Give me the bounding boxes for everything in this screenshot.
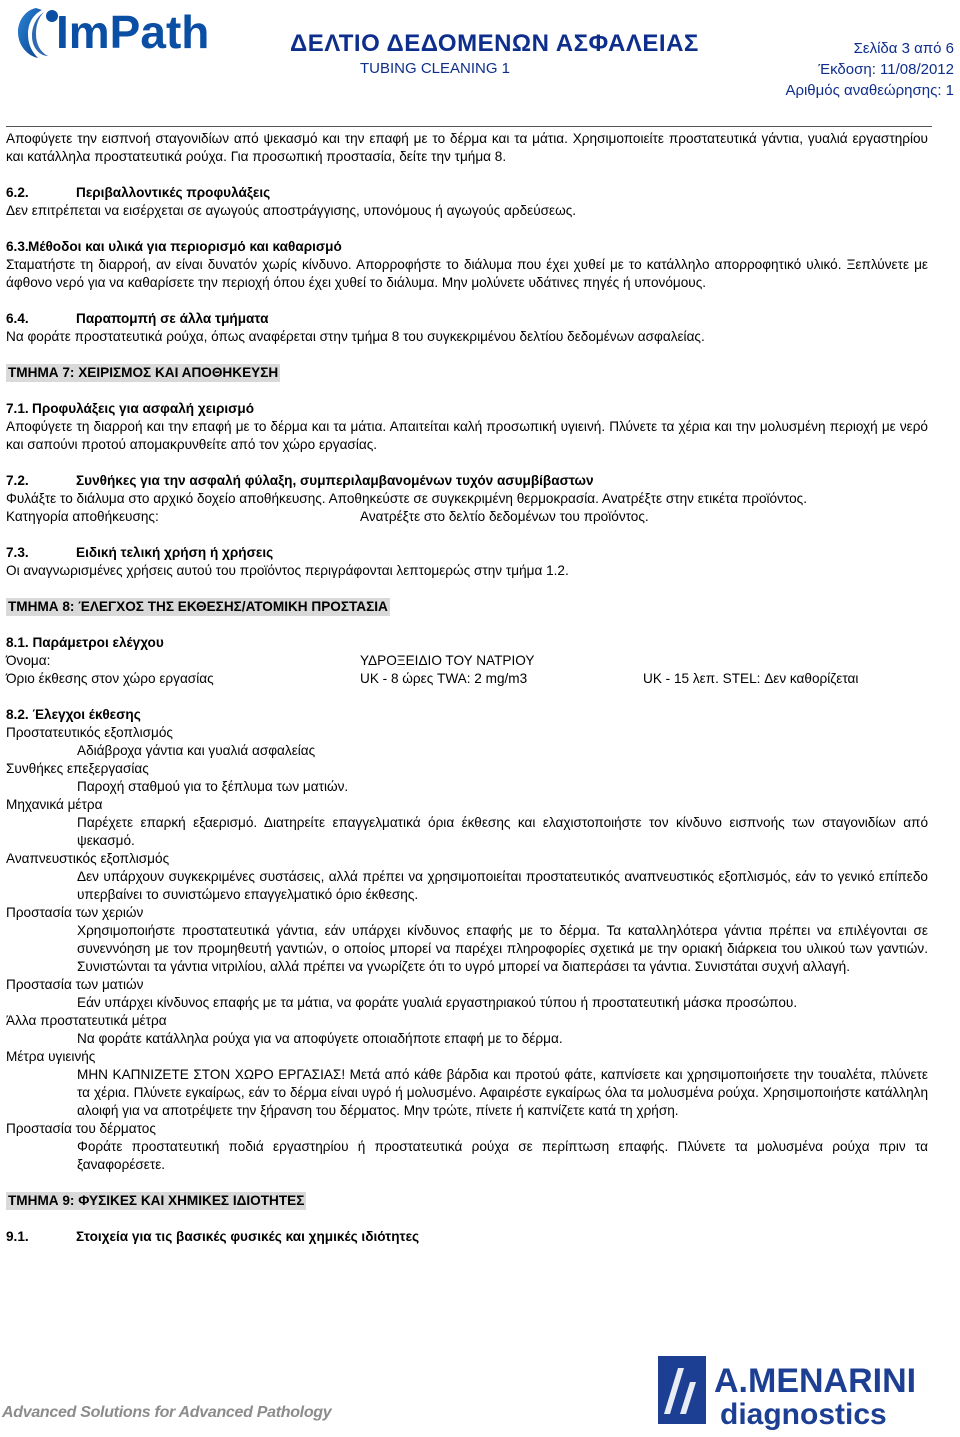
menarini-brand-division: diagnostics (720, 1398, 887, 1431)
revision-number: Αριθμός αναθεώρησης: 1 (785, 82, 954, 99)
paragraph-7-3: Οι αναγνωρισμένες χρήσεις αυτού του προϊόντος περιγράφονται λεπτομερώς στην τμήμα 1.2. (6, 563, 569, 578)
skin-protection-text: Φοράτε προστατευτική ποδιά εργαστηρίου ή προστατευτικά ρούχα σε περίπτωση επαφής. Πλύνετε τα μολυσμένα ρούχα πριν τα ξαναφορέσετε. (77, 1139, 928, 1172)
respiratory-label: Αναπνευστικός εξοπλισμός (6, 851, 170, 866)
storage-class-label: Κατηγορία αποθήκευσης: (6, 509, 159, 524)
paragraph-7-1: Αποφύγετε τη διαρροή και την επαφή με το δέρμα και τα μάτια. Απαιτείται καλή προσωπική υγιεινή. Πλύνετε τα χέρια και την μολυσμένη περιοχή με νερό και σαπούνι προτού απομακρυνθείτε από τον χώρο εργασίας. (6, 419, 928, 452)
document-body (6, 130, 928, 1246)
substance-name-label: Όνομα: (6, 653, 51, 668)
subsection-heading-9-1: 9.1. Στοιχεία για τις βασικές φυσικές και χημικές ιδιότητες (6, 1229, 420, 1244)
section-heading-7: ΤΜΗΜΑ 7: ΧΕΙΡΙΣΜΟΣ ΚΑΙ ΑΠΟΘΗΚΕΥΣΗ (8, 365, 279, 380)
paragraph-6-3: Σταματήστε τη διαρροή, αν είναι δυνατόν χωρίς κίνδυνο. Απορροφήστε το διάλυμα που έχει χυθεί με το κατάλληλο απορροφητικό υλικό. Ξεπλύνετε με άφθονο νερό για να καθαρίσετε την περιοχή όπου έχει χυθεί το διάλυμα. Μην μολύνετε υδάτινες πηγές ή υπονόμους. (6, 257, 928, 290)
header-divider (6, 126, 932, 127)
subsection-heading-8-2: 8.2. Έλεγχοι έκθεσης (6, 707, 141, 722)
eye-protection-label: Προστασία των ματιών (6, 977, 144, 992)
menarini-logo (658, 1352, 938, 1432)
storage-class-value: Ανατρέξτε στο δελτίο δεδομένων του προϊόντος. (360, 509, 649, 524)
section-heading-9: ΤΜΗΜΑ 9: ΦΥΣΙΚΕΣ ΚΑΙ ΧΗΜΙΚΕΣ ΙΔΙΟΤΗΤΕΣ (8, 1193, 305, 1208)
eye-protection-text: Εάν υπάρχει κίνδυνος επαφής με τα μάτια, να φοράτε γυαλιά εργαστηριακού τύπου ή προστατευτική μάσκα προσώπου. (77, 995, 798, 1010)
subsection-heading-7-2: 7.2. Συνθήκες για την ασφαλή φύλαξη, συμπεριλαμβανομένων τυχόν ασυμβίβαστων (6, 473, 594, 488)
storage-class-row (6, 508, 928, 526)
paragraph-6-4: Να φοράτε προστατευτικά ρούχα, όπως αναφέρεται στην τμήμα 8 του συγκεκριμένου δελτίου δεδομένων ασφαλείας. (6, 329, 705, 344)
exposure-limit-twa: UK - 8 ώρες TWA: 2 mg/m3 (360, 671, 528, 686)
footer-tagline: Advanced Solutions for Advanced Pathology (2, 1404, 332, 1421)
subsection-heading-6-3: 6.3.Μέθοδοι και υλικά για περιορισμό και καθαρισμό (6, 239, 342, 254)
other-protection-text: Να φοράτε κατάλληλα ρούχα για να αποφύγετε οποιαδήποτε επαφή με το δέρμα. (77, 1031, 563, 1046)
hygiene-text: ΜΗΝ ΚΑΠΝΙΖΕΤΕ ΣΤΟΝ ΧΩΡΟ ΕΡΓΑΣΙΑΣ! Μετά από κάθε βάρδια και προτού φάτε, καπνίσετε και χρησιμοποιήσετε την τουαλέτα, πλύνετε τα χέρια. Πλύνετε εγκαίρως, εάν το δέρμα είναι υγρό ή μολυσμένο. Αφαιρέστε εγκαίρως όλα τα μολυσμένα ρούχα. Χρησιμοποιήστε κατάλληλη αλοιφή για να αποτρέψετε την ξήρανση του δέρματος. Μην τρώτε, πίνετε ή καπνίζετε κατά τη χρήση. (77, 1067, 928, 1118)
ppe-text: Αδιάβροχα γάντια και γυαλιά ασφαλείας (77, 743, 316, 758)
exposure-limit-stel: UK - 15 λεπ. STEL: Δεν καθορίζεται (643, 671, 859, 686)
subsection-heading-6-2: 6.2. Περιβαλλοντικές προφυλάξεις (6, 185, 271, 200)
substance-name-row (6, 652, 928, 670)
product-name: TUBING CLEANING 1 (360, 60, 511, 77)
exposure-limit-label: Όριο έκθεσης στον χώρο εργασίας (6, 671, 214, 686)
ppe-label: Προστατευτικός εξοπλισμός (6, 725, 173, 740)
paragraph-6-2: Δεν επιτρέπεται να εισέρχεται σε αγωγούς αποστράγγισης, υπονόμους ή αγωγούς αρδεύσεως. (6, 203, 577, 218)
paragraph-7-2: Φυλάξτε το διάλυμα στο αρχικό δοχείο αποθήκευσης. Αποθηκεύστε σε συγκεκριμένη θερμοκρασία. Ανατρέξτε στην ετικέτα προϊόντος. (6, 491, 807, 506)
process-conditions-label: Συνθήκες επεξεργασίας (6, 761, 149, 776)
substance-name-value: ΥΔΡΟΞΕΙΔΙΟ ΤΟΥ ΝΑΤΡΙΟΥ (360, 653, 535, 668)
impath-logo (8, 2, 270, 62)
menarini-brand-name: A.MENARINI (714, 1362, 917, 1400)
other-protection-label: Άλλα προστατευτικά μέτρα (6, 1013, 167, 1028)
issue-date: Έκδοση: 11/08/2012 (818, 61, 954, 78)
respiratory-text: Δεν υπάρχουν συγκεκριμένες συστάσεις, αλλά πρέπει να χρησιμοποιείται προστατευτικός αναπνευστικός εξοπλισμός, εάν το γενικό επίπεδο υπερβαίνει το συνιστώμενο επαγγελματικό όριο έκθεσης. (77, 869, 928, 902)
page-number: Σελίδα 3 από 6 (853, 40, 954, 57)
section-heading-8: ΤΜΗΜΑ 8: ΈΛΕΓΧΟΣ ΤΗΣ ΕΚΘΕΣΗΣ/ΑΤΟΜΙΚΗ ΠΡΟΣΤΑΣΙΑ (8, 599, 388, 614)
subsection-heading-8-1: 8.1. Παράμετροι ελέγχου (6, 635, 164, 650)
subsection-heading-6-4: 6.4. Παραπομπή σε άλλα τμήματα (6, 311, 269, 326)
svg-text:ImPath: ImPath (56, 6, 210, 58)
header-meta (785, 38, 954, 101)
engineering-measures-label: Μηχανικά μέτρα (6, 797, 103, 812)
intro-paragraph: Αποφύγετε την εισπνοή σταγονιδίων από ψεκασμό και την επαφή με το δέρμα και τα μάτια. Χρησιμοποιείτε προστατευτικά γάντια, γυαλιά εργαστηρίου και κατάλληλα προστατευτικά ρούχα. Για προσωπική προστασία, δείτε την τμήμα 8. (6, 131, 928, 164)
skin-protection-label: Προστασία του δέρματος (6, 1121, 156, 1136)
hand-protection-label: Προστασία των χεριών (6, 905, 144, 920)
hygiene-label: Μέτρα υγιεινής (6, 1049, 96, 1064)
hand-protection-text: Χρησιμοποιήστε προστατευτικά γάντια, εάν υπάρχει κίνδυνος επαφής με το δέρμα. Τα καταλληλότερα γάντια πρέπει να επιλέγονται σε συνεννόηση με τον προμηθευτή γαντιών, ο οποίος μπορεί να παρέχει πληροφορίες σχετικά με την οριακή διάρκεια του υλικού των γαντιών. Συνιστώνται τα γάντια νιτριλίου, αλλά πρέπει να γνωρίζετε ότι το υγρό μπορεί να διαπεράσει τα γάντια. Συνιστάται συχνή αλλαγή. (77, 923, 928, 974)
subsection-heading-7-1: 7.1. Προφυλάξεις για ασφαλή χειρισμό (6, 401, 255, 416)
engineering-measures-text: Παρέχετε επαρκή εξαερισμό. Διατηρείτε επαγγελματικά όρια έκθεσης και ελαχιστοποιήστε τον κίνδυνο εισπνοής των σταγονιδίων από ψεκασμό. (77, 815, 928, 848)
subsection-heading-7-3: 7.3. Ειδική τελική χρήση ή χρήσεις (6, 545, 274, 560)
process-conditions-text: Παροχή σταθμού για το ξέπλυμα των ματιών. (77, 779, 349, 794)
document-title: ΔΕΛΤΙΟ ΔΕΔΟΜΕΝΩΝ ΑΣΦΑΛΕΙΑΣ (290, 30, 699, 57)
exposure-limit-row (6, 670, 928, 688)
